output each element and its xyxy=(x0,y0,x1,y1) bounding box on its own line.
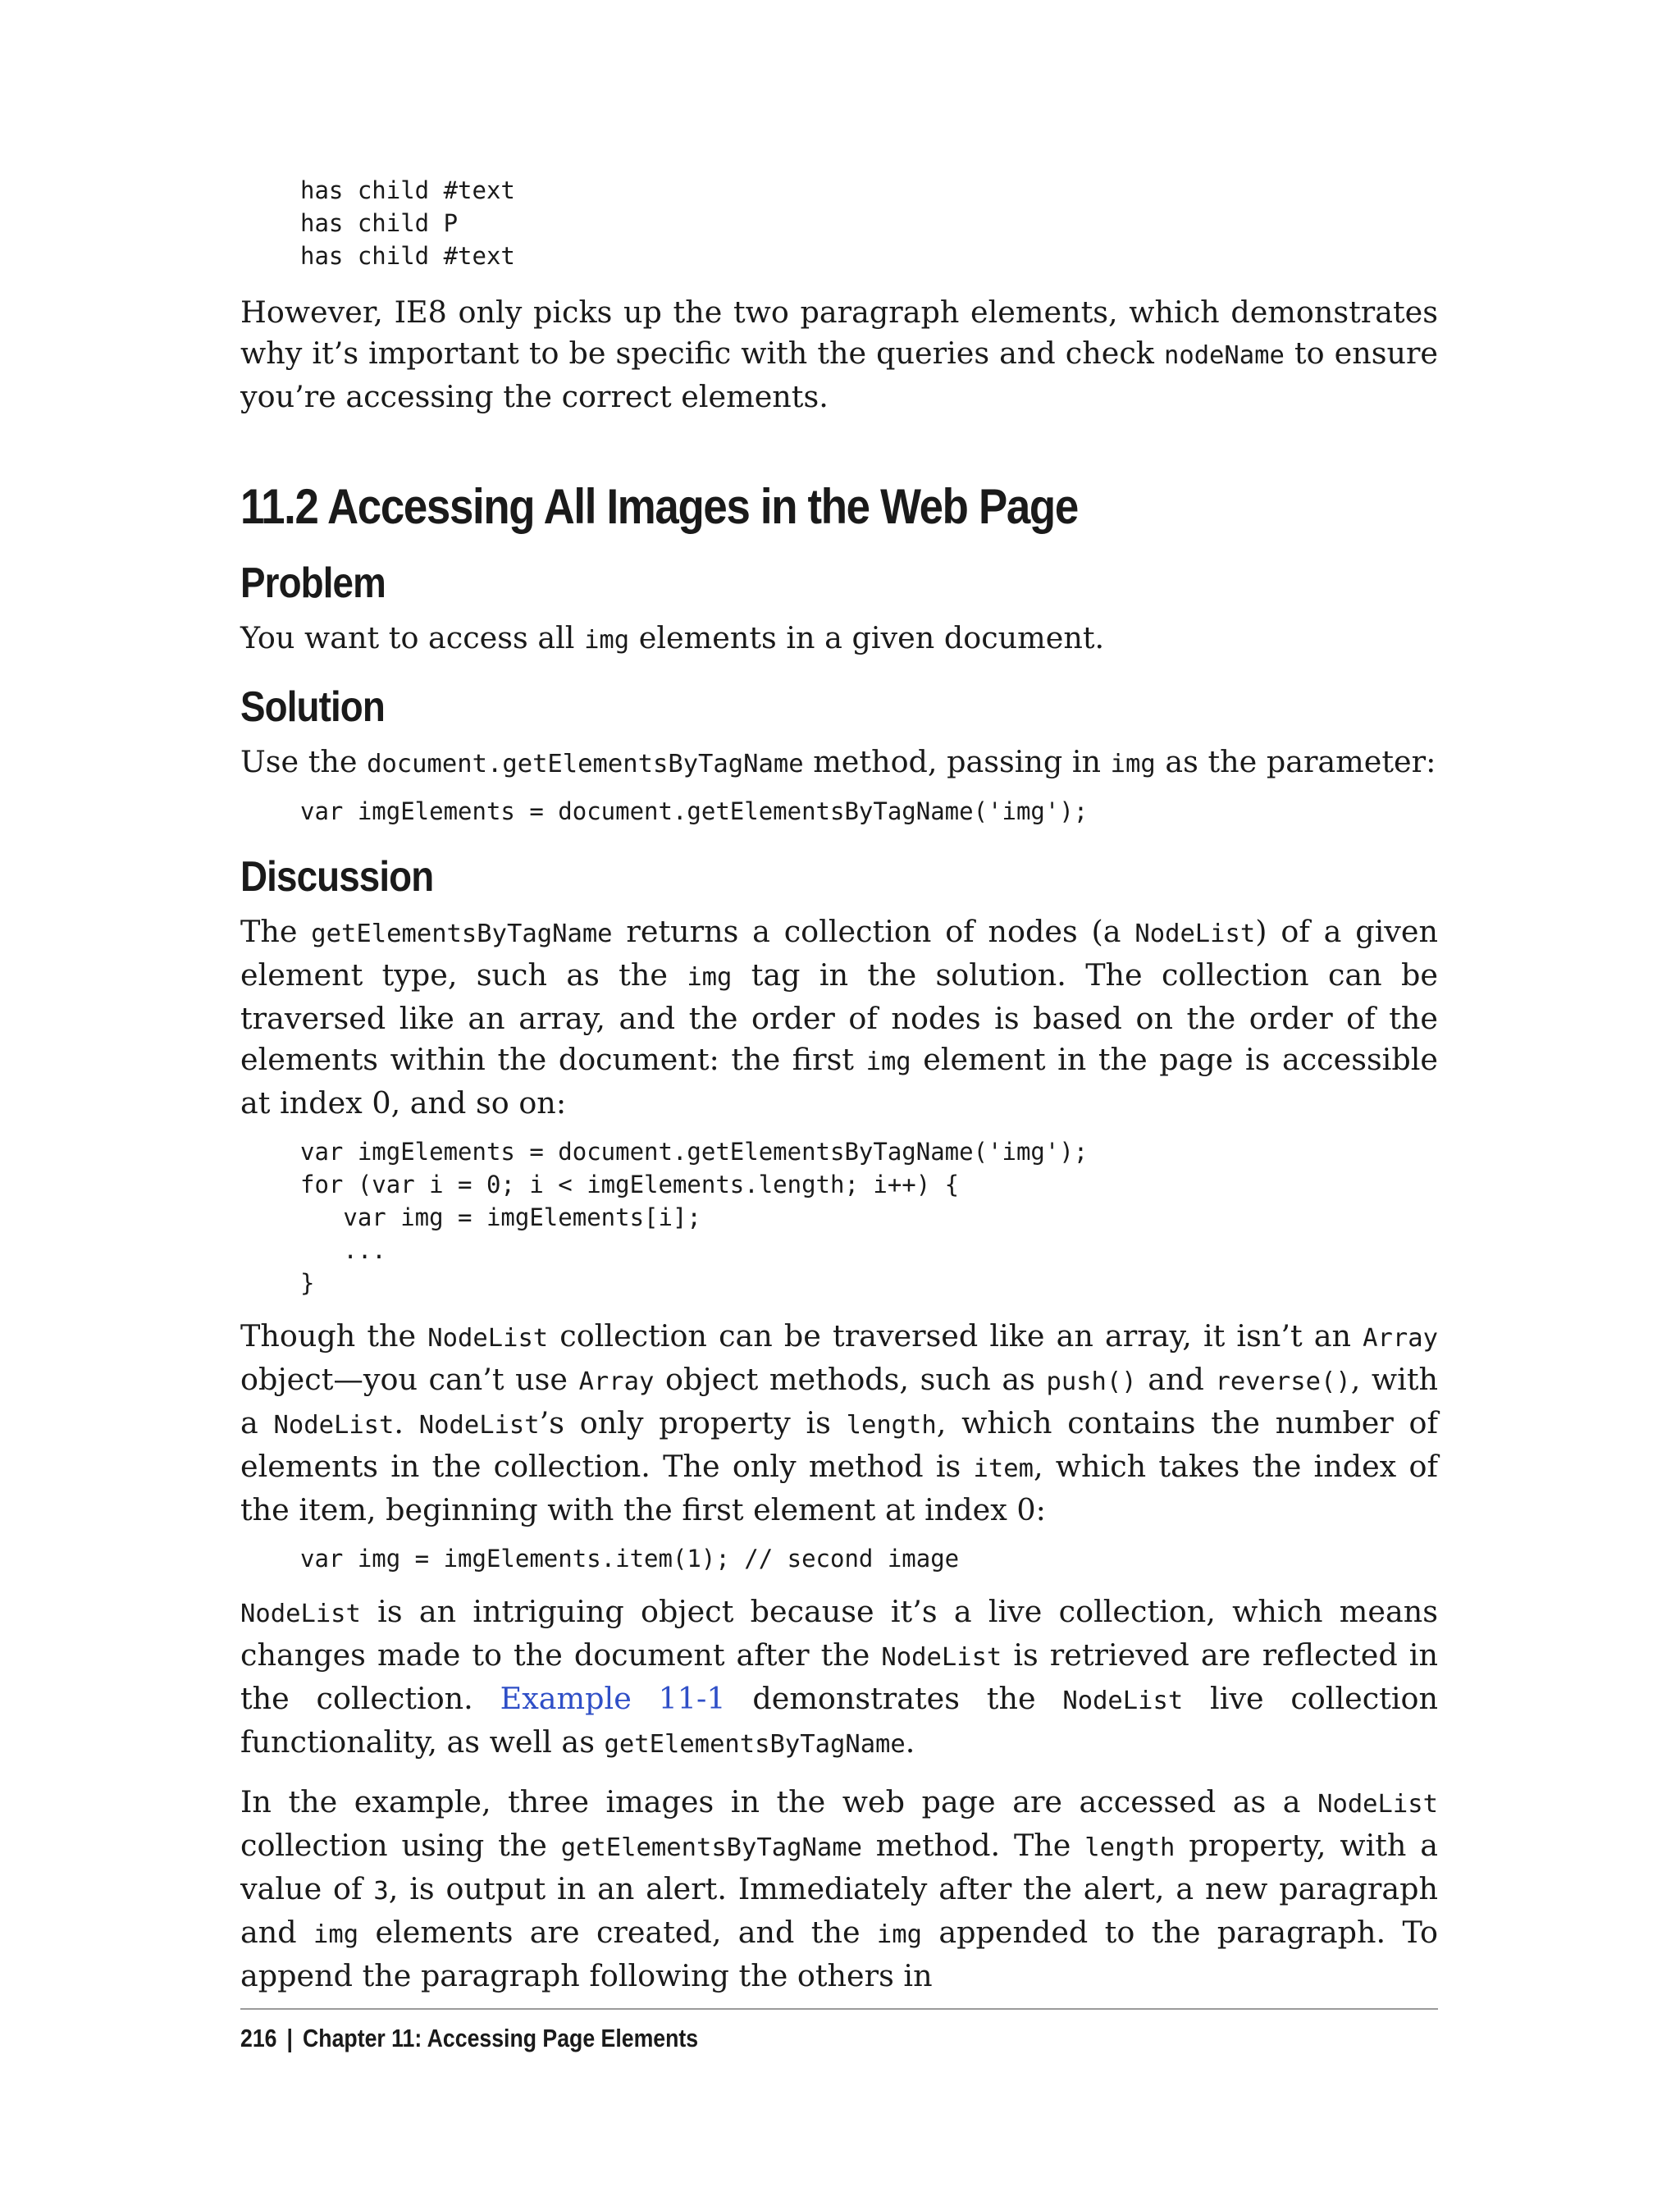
inline-code: push() xyxy=(1046,1367,1137,1396)
inline-code: Array xyxy=(1363,1324,1438,1353)
inline-code: NodeList xyxy=(273,1411,395,1440)
inline-code: img xyxy=(876,1920,923,1949)
inline-code: length xyxy=(1084,1833,1176,1862)
inline-code: img xyxy=(584,626,630,655)
paragraph-discussion-2: Though the NodeList collection can be traversed like an array, it isn’t an Array object—you can’t use Array object methods, such as push() and reverse(), with a NodeList. NodeList’s only property is length, which contains the number of elements in the collection. The only method is item, which takes the index of the item, beginning with the first element at index 0: xyxy=(240,1318,1439,1527)
inline-code: NodeList xyxy=(1062,1687,1184,1715)
paragraph-discussion-1: The getElementsByTagName returns a collection of nodes (a NodeList) of a given element type, such as the img tag in the solution. The collection can be traversed like an array, and the order of nodes is based on the order of the elements within the document: the first img element in the page is accessible at index 0, and so on: xyxy=(240,914,1439,1121)
inline-code: length xyxy=(846,1411,937,1440)
inline-code: getElementsByTagName xyxy=(604,1730,906,1759)
page-number: 216 xyxy=(240,2024,277,2052)
paragraph-discussion-4: In the example, three images in the web page are accessed as a NodeList collection using the getElementsByTagName method. The length property, with a value of 3, is output in an alert. Immediately after the alert, a new paragraph and img elements are created, and the img appended to the paragraph. To append the paragraph following the others in xyxy=(240,1784,1439,1993)
inline-code: getElementsByTagName xyxy=(560,1833,862,1862)
heading-problem: Problem xyxy=(240,559,386,607)
code-block-node-children xyxy=(300,174,1438,272)
inline-code: Array xyxy=(578,1367,655,1396)
heading-solution: Solution xyxy=(240,683,385,731)
inline-code: document.getElementsByTagName xyxy=(367,750,804,778)
paragraph-ie8-note: However, IE8 only picks up the two paragraph elements, which demonstrates why it’s important to be specific with the queries and check nodeName to ensure you’re accessing the correct elements. xyxy=(240,294,1439,414)
code-line: for (var i = 0; i < imgElements.length; i++) { xyxy=(300,1171,960,1198)
inline-code: img xyxy=(687,963,733,992)
footer-chapter-title: Chapter 11: Accessing Page Elements xyxy=(303,2024,699,2052)
inline-code: NodeList xyxy=(1134,920,1256,948)
code-line: var imgElements = document.getElementsByTagName('img'); xyxy=(300,1138,1089,1166)
paragraph-problem: You want to access all img elements in a given document. xyxy=(240,620,1105,655)
inline-code: NodeList xyxy=(240,1600,361,1628)
heading-discussion: Discussion xyxy=(240,853,434,901)
inline-code: nodeName xyxy=(1163,341,1285,370)
code-line: has child P xyxy=(300,209,459,237)
inline-code: NodeList xyxy=(881,1643,1002,1672)
code-line: var img = imgElements[i]; xyxy=(300,1203,701,1231)
footer-separator: | xyxy=(286,2024,294,2052)
inline-code: NodeList xyxy=(427,1324,549,1353)
code-block-solution: var imgElements = document.getElementsByTagName('img'); xyxy=(300,797,1089,825)
code-line: } xyxy=(300,1269,315,1297)
code-line: has child #text xyxy=(300,242,515,270)
example-11-1-link[interactable]: Example 11-1 xyxy=(500,1681,726,1716)
section-title: 11.2 Accessing All Images in the Web Page xyxy=(240,479,1078,534)
inline-code: NodeList xyxy=(1317,1790,1438,1819)
inline-code: NodeList xyxy=(418,1411,540,1440)
footer-rule xyxy=(240,2008,1438,2010)
paragraph-discussion-3: NodeList is an intriguing object because it’s a live collection, which means changes made to the document after the NodeList is retrieved are reflected in the collection. Example 11-1 demonstrates the NodeList live collection functionality, as well as getElementsByTagName. xyxy=(240,1594,1438,1760)
inline-code: item xyxy=(973,1454,1034,1483)
page-footer xyxy=(240,2022,698,2055)
inline-code: img xyxy=(1110,750,1156,778)
code-block-item: var img = imgElements.item(1); // second image xyxy=(300,1545,960,1573)
inline-code: img xyxy=(313,1920,359,1949)
page-body xyxy=(240,174,1438,1997)
inline-code: 3 xyxy=(373,1877,389,1906)
inline-code: reverse() xyxy=(1215,1367,1351,1396)
code-block-loop xyxy=(300,1135,1438,1299)
inline-code: getElementsByTagName xyxy=(311,920,613,948)
inline-code: img xyxy=(865,1048,911,1076)
code-line: ... xyxy=(300,1236,386,1264)
code-line: has child #text xyxy=(300,176,515,204)
paragraph-solution: Use the document.getElementsByTagName method, passing in img as the parameter: xyxy=(240,744,1436,779)
